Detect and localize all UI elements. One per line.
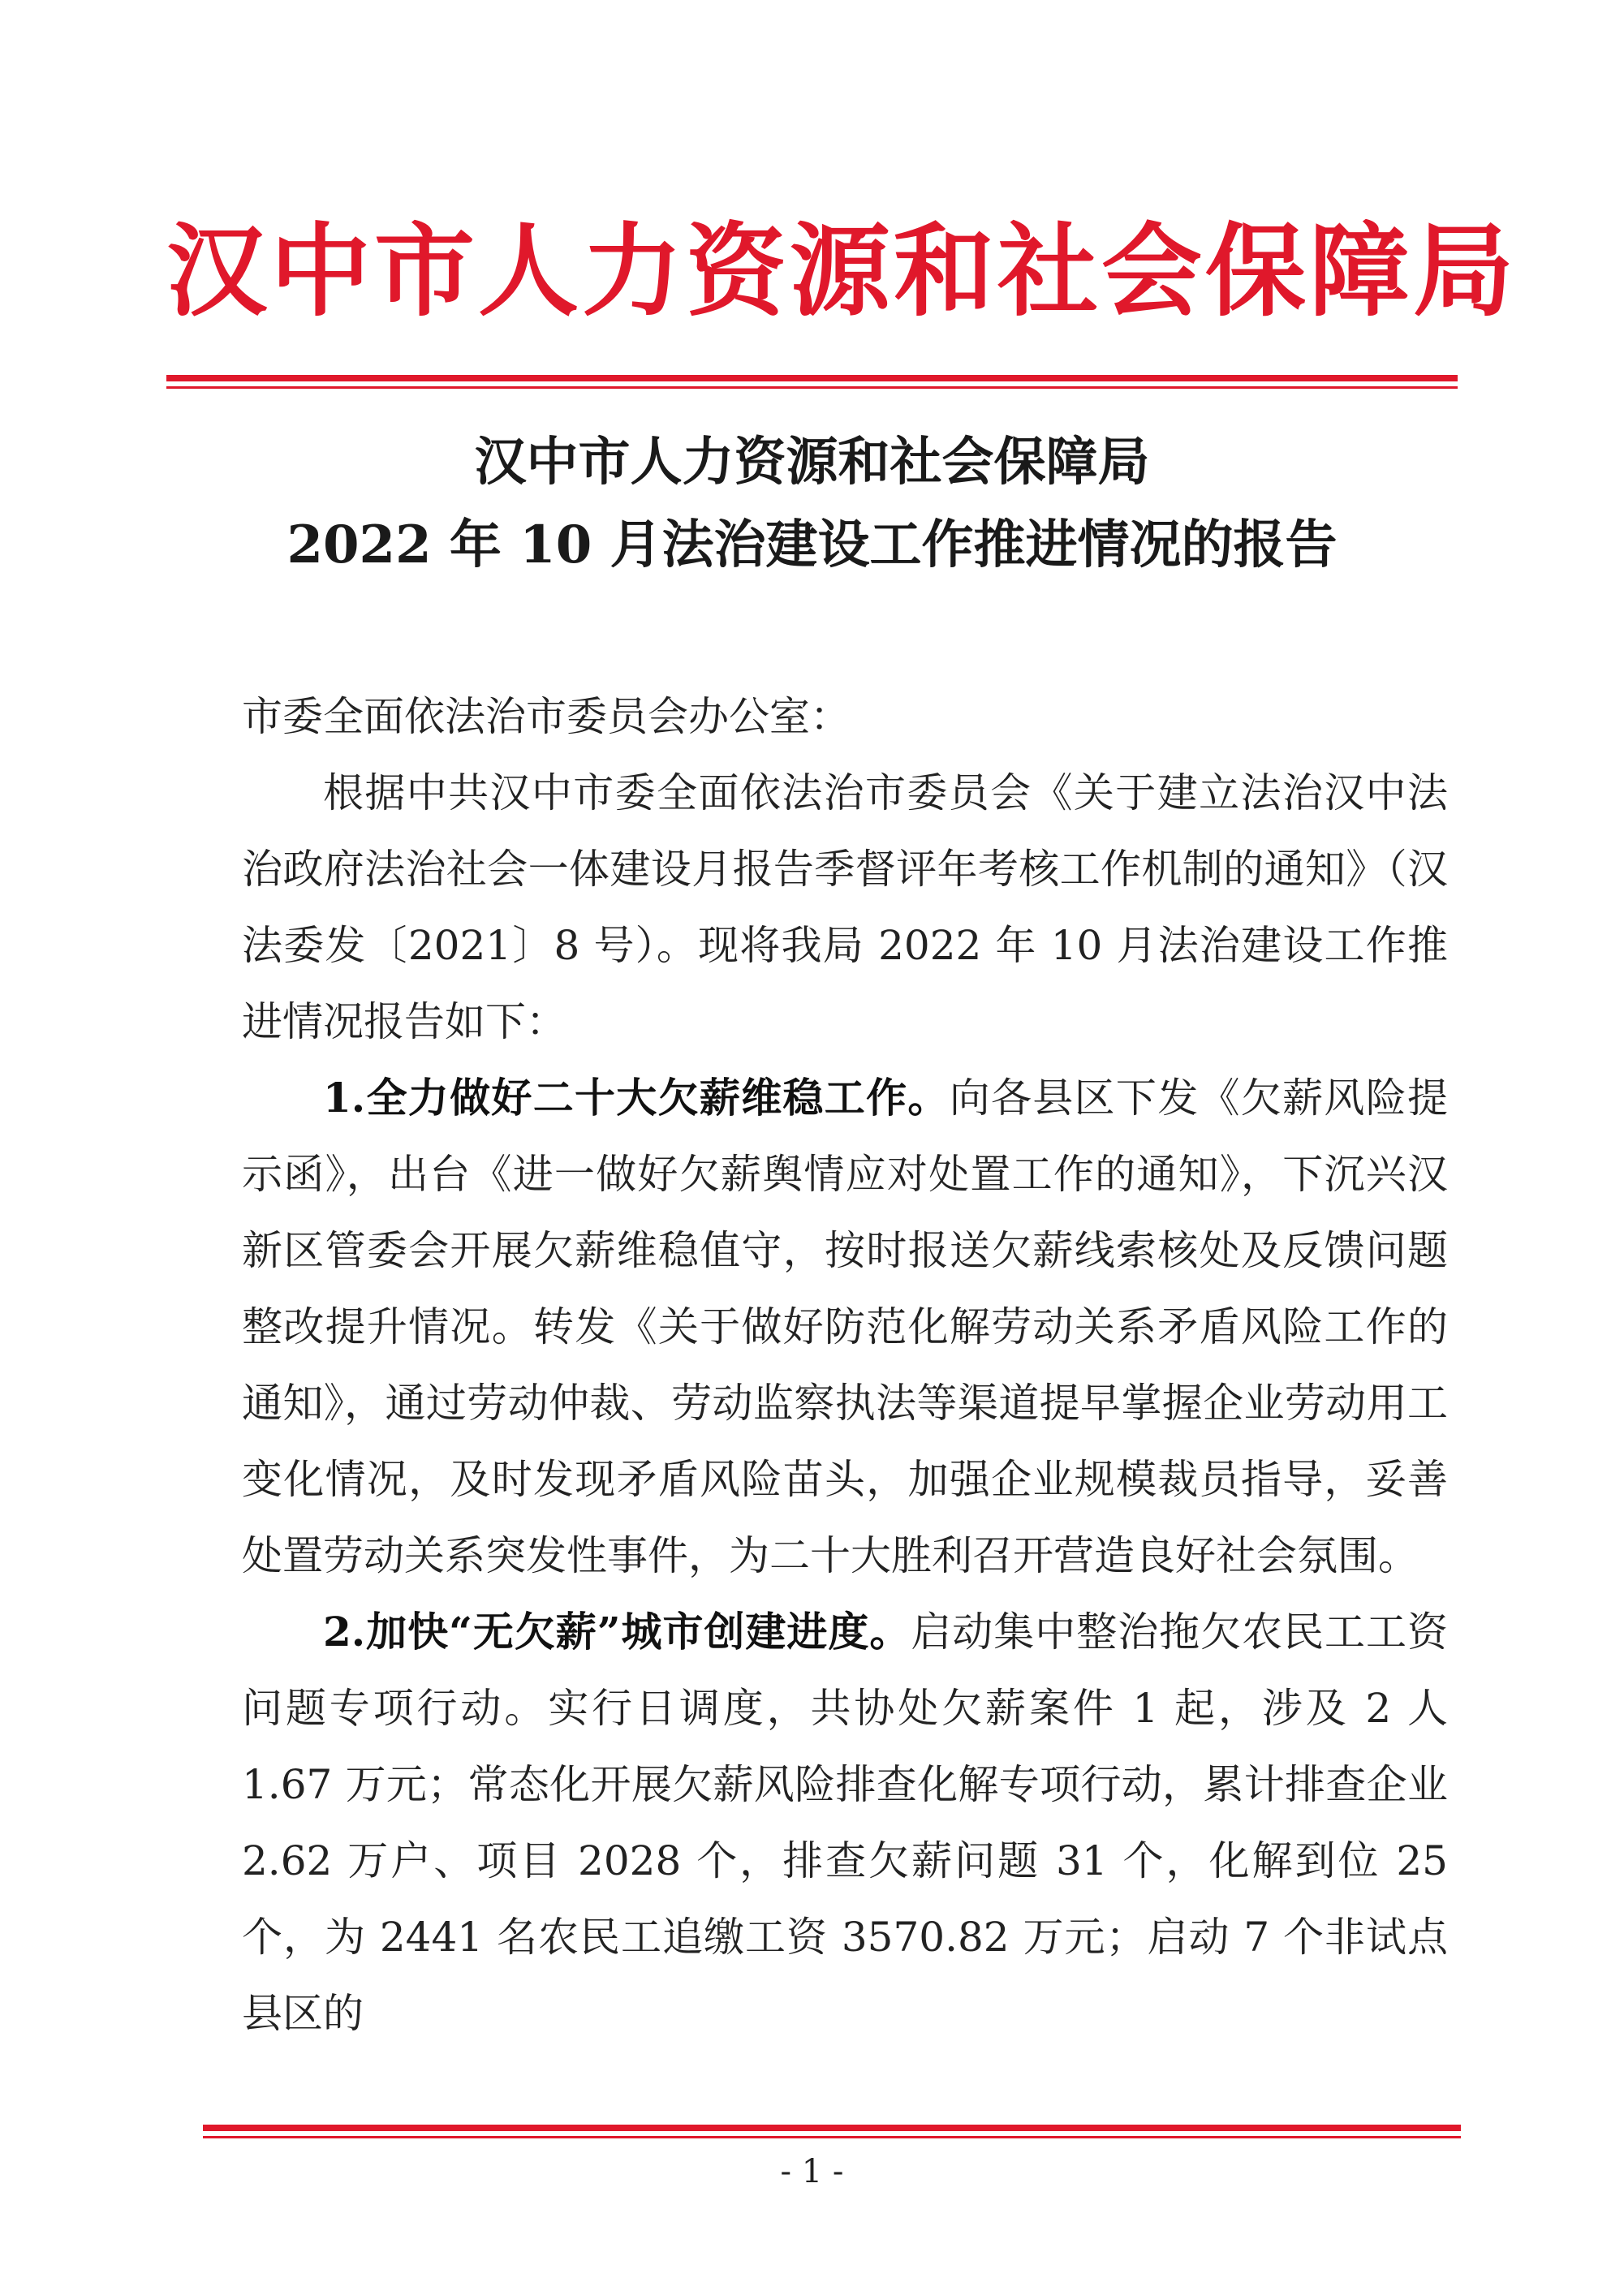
report-body [242,678,1448,2052]
header-rule-thick [166,375,1458,381]
section-2-heading: 2.加快“无欠薪”城市创建进度。 [323,1608,911,1656]
section-1-text: 向各县区下发《欠薪风险提示函》，出台《进一做好欠薪舆情应对处置工作的通知》，下沉兴汉新区管委会开展欠薪维稳值守，按时报送欠薪线索核处及反馈问题整改提升情况。转发《关于做好防范化解劳动关系矛盾风险工作的通知》，通过劳动仲裁、劳动监察执法等渠道提早掌握企业劳动用工变化情况，及时发现矛盾风险苗头，加强企业规模裁员指导，妥善处置劳动关系突发性事件，为二十大胜利召开营造良好社会氛围。 [242,1074,1449,1579]
salutation: 市委全面依法治市委员会办公室： [242,693,851,740]
footer-rule-thick [203,2125,1461,2131]
masthead-org-name: 汉中市人力资源和社会保障局 [166,213,1518,330]
footer-rule-thin [203,2136,1461,2138]
page-number: - 1 - [780,2153,844,2190]
report-title-line1: 汉中市人力资源和社会保障局 [474,432,1150,493]
section-2-text: 启动集中整治拖欠农民工工资问题专项行动。实行日调度，共协处欠薪案件 1 起，涉及 2 人 1.67 万元；常态化开展欠薪风险排查化解专项行动，累计排查企业 2.62 万户、项目 2028 个，排查欠薪问题 31 个，化解到位 25 个，为 2441 名农民工追缴工资 3570.82 万元；启动 7 个非试点县区的 [242,1608,1449,2037]
section-1 [242,1060,1448,1594]
section-1-heading: 1.全力做好二十大欠薪维稳工作。 [323,1074,950,1122]
report-title-line2: 2022 年 10 月法治建设工作推进情况的报告 [286,515,1338,575]
header-rule-thin [166,386,1458,389]
intro-paragraph: 根据中共汉中市委全面依法治市委员会《关于建立法治汉中法治政府法治社会一体建设月报告季督评年考核工作机制的通知》（汉法委发〔2021〕8 号）。现将我局 2022 年 10 月法治建设工作推进情况报告如下： [242,769,1448,1045]
section-2 [242,1594,1448,2052]
